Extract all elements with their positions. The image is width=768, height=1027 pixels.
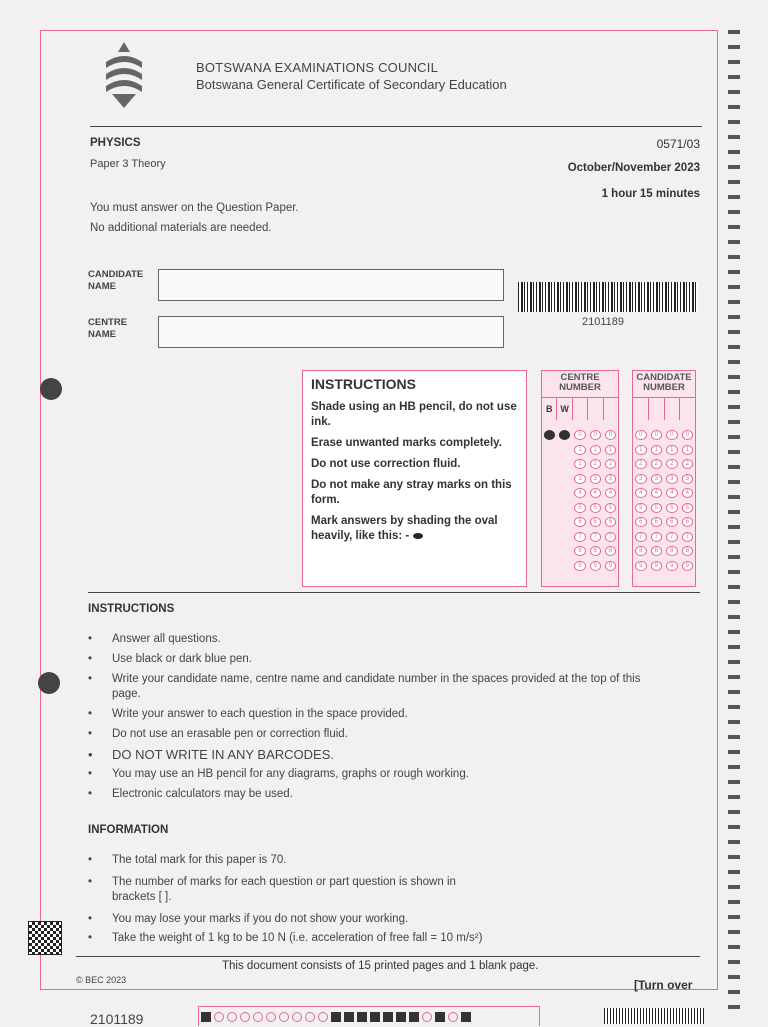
candidate-number-entry-row bbox=[633, 397, 695, 420]
shaded-oval-icon bbox=[413, 533, 423, 539]
bec-logo-icon bbox=[100, 40, 148, 110]
digit-oval[interactable]: 8 bbox=[590, 546, 601, 556]
centre-number-entry-row bbox=[542, 397, 618, 420]
section-rule bbox=[88, 592, 700, 593]
digit-oval[interactable]: 5 bbox=[651, 503, 663, 513]
timing-mark bbox=[728, 210, 740, 214]
digit-oval[interactable]: 5 bbox=[590, 503, 601, 513]
digit-oval[interactable]: 3 bbox=[666, 474, 678, 484]
timing-mark bbox=[728, 195, 740, 199]
digit-oval[interactable]: 8 bbox=[574, 546, 585, 556]
timing-mark bbox=[728, 1005, 740, 1009]
timing-mark bbox=[728, 330, 740, 334]
duration: 1 hour 15 minutes bbox=[601, 188, 700, 200]
instruction-item: • You may use an HB pencil for any diagrams, graphs or rough working. bbox=[88, 767, 678, 782]
information-item: • You may lose your marks if you do not show your working. bbox=[88, 912, 678, 927]
digit-oval[interactable]: 0 bbox=[544, 430, 555, 440]
shading-instruction-example bbox=[311, 514, 518, 544]
digit-row bbox=[542, 515, 618, 530]
digit-oval[interactable]: 0 bbox=[605, 430, 616, 440]
candidate-number-label: CANDIDATE NUMBER bbox=[636, 372, 692, 393]
digit-row bbox=[542, 443, 618, 458]
timing-mark bbox=[728, 570, 740, 574]
digit-oval[interactable]: 6 bbox=[635, 517, 647, 527]
digit-oval[interactable]: 9 bbox=[682, 561, 694, 571]
timing-mark bbox=[728, 480, 740, 484]
paper-code: 0571/03 bbox=[656, 137, 700, 151]
timing-mark bbox=[728, 840, 740, 844]
digit-oval[interactable]: 9 bbox=[574, 561, 585, 571]
digit-oval[interactable]: 7 bbox=[605, 532, 616, 542]
timing-mark bbox=[728, 450, 740, 454]
candidate-digit-box[interactable] bbox=[649, 398, 665, 420]
timing-mark bbox=[728, 825, 740, 829]
timing-mark bbox=[728, 555, 740, 559]
strip-mark bbox=[266, 1012, 276, 1022]
digit-oval[interactable]: 0 bbox=[682, 430, 694, 440]
timing-mark bbox=[728, 540, 740, 544]
information-item: • The total mark for this paper is 70. bbox=[88, 853, 678, 868]
digit-oval[interactable]: 7 bbox=[635, 532, 647, 542]
timing-mark bbox=[728, 855, 740, 859]
digit-row bbox=[542, 472, 618, 487]
information-item: • Take the weight of 1 kg to be 10 N (i.e. acceleration of free fall = 10 m/s²) bbox=[88, 931, 678, 946]
timing-mark bbox=[728, 105, 740, 109]
digit-row bbox=[542, 544, 618, 559]
digit-row bbox=[542, 486, 618, 501]
digit-oval[interactable]: 9 bbox=[635, 561, 647, 571]
timing-mark bbox=[728, 45, 740, 49]
digit-oval[interactable]: 2 bbox=[635, 459, 647, 469]
information-list bbox=[88, 853, 678, 946]
timing-mark bbox=[728, 375, 740, 379]
bottom-mark-strip bbox=[198, 1006, 540, 1026]
digit-row bbox=[633, 515, 695, 530]
timing-mark bbox=[728, 750, 740, 754]
intro-line: You must answer on the Question Paper. bbox=[90, 202, 299, 214]
shading-instructions-title: INSTRUCTIONS bbox=[311, 376, 416, 392]
candidate-name-field[interactable] bbox=[158, 269, 504, 301]
centre-number-grid bbox=[541, 370, 619, 587]
digit-oval[interactable]: 9 bbox=[590, 561, 601, 571]
digit-oval[interactable]: 0 bbox=[559, 430, 570, 440]
digit-oval[interactable]: 7 bbox=[651, 532, 663, 542]
digit-oval[interactable]: 0 bbox=[666, 430, 678, 440]
digit-oval[interactable]: 5 bbox=[666, 503, 678, 513]
header-rule bbox=[90, 126, 702, 127]
timing-mark bbox=[728, 240, 740, 244]
timing-mark bbox=[728, 600, 740, 604]
strip-mark bbox=[292, 1012, 302, 1022]
digit-oval[interactable]: 3 bbox=[590, 474, 601, 484]
digit-oval[interactable]: 8 bbox=[605, 546, 616, 556]
timing-mark bbox=[728, 990, 740, 994]
strip-mark bbox=[214, 1012, 224, 1022]
timing-mark bbox=[728, 900, 740, 904]
strip-mark bbox=[448, 1012, 458, 1022]
digit-row bbox=[542, 428, 618, 443]
centre-digit-box[interactable] bbox=[604, 398, 618, 420]
digit-oval[interactable]: 0 bbox=[574, 430, 585, 440]
timing-mark bbox=[728, 345, 740, 349]
digit-oval[interactable]: 1 bbox=[635, 445, 647, 455]
timing-mark bbox=[728, 300, 740, 304]
instructions-title: INSTRUCTIONS bbox=[88, 603, 175, 615]
strip-mark bbox=[422, 1012, 432, 1022]
digit-oval[interactable]: 8 bbox=[651, 546, 663, 556]
timing-mark bbox=[728, 150, 740, 154]
digit-oval[interactable]: 5 bbox=[635, 503, 647, 513]
timing-mark bbox=[728, 645, 740, 649]
digit-oval[interactable]: 6 bbox=[590, 517, 601, 527]
timing-mark bbox=[728, 495, 740, 499]
strip-mark bbox=[227, 1012, 237, 1022]
digit-row bbox=[633, 457, 695, 472]
digit-oval[interactable]: 3 bbox=[651, 474, 663, 484]
digit-row bbox=[633, 428, 695, 443]
org-name: BOTSWANA EXAMINATIONS COUNCIL bbox=[196, 60, 438, 75]
digit-oval[interactable]: 4 bbox=[574, 488, 585, 498]
strip-mark bbox=[435, 1012, 445, 1022]
instruction-item: • Do not use an erasable pen or correction fluid. bbox=[88, 727, 678, 742]
digit-oval[interactable]: 4 bbox=[605, 488, 616, 498]
strip-mark bbox=[409, 1012, 419, 1022]
timing-mark bbox=[728, 810, 740, 814]
digit-row bbox=[633, 530, 695, 545]
digit-row bbox=[542, 530, 618, 545]
digit-oval[interactable]: 0 bbox=[635, 430, 647, 440]
digit-oval[interactable]: 4 bbox=[651, 488, 663, 498]
timing-mark bbox=[728, 660, 740, 664]
shading-instruction: Do not use correction fluid. bbox=[311, 458, 461, 470]
digit-oval[interactable]: 1 bbox=[590, 445, 601, 455]
digit-oval[interactable]: 2 bbox=[651, 459, 663, 469]
instruction-item: • Write your candidate name, centre name and candidate number in the spaces provided at the top of this page. bbox=[88, 672, 672, 702]
timing-mark bbox=[728, 765, 740, 769]
timing-mark bbox=[728, 915, 740, 919]
digit-oval[interactable]: 6 bbox=[682, 517, 694, 527]
footer-rule bbox=[76, 956, 700, 957]
digit-oval[interactable]: 2 bbox=[590, 459, 601, 469]
centre-digit-box[interactable] bbox=[588, 398, 603, 420]
centre-name-field[interactable] bbox=[158, 316, 504, 348]
punch-hole bbox=[40, 378, 62, 400]
shading-instructions-box bbox=[302, 370, 527, 587]
timing-mark bbox=[728, 435, 740, 439]
timing-mark bbox=[728, 975, 740, 979]
timing-mark bbox=[728, 405, 740, 409]
digit-oval[interactable]: 7 bbox=[590, 532, 601, 542]
digit-row bbox=[633, 486, 695, 501]
strip-mark bbox=[201, 1012, 211, 1022]
strip-mark bbox=[305, 1012, 315, 1022]
timing-mark bbox=[728, 675, 740, 679]
timing-mark bbox=[728, 585, 740, 589]
shading-instruction: Do not make any stray marks on this form. bbox=[311, 479, 512, 506]
digit-oval[interactable]: 8 bbox=[682, 546, 694, 556]
digit-oval[interactable]: 3 bbox=[682, 474, 694, 484]
timing-mark bbox=[728, 180, 740, 184]
digit-oval[interactable]: 4 bbox=[590, 488, 601, 498]
digit-row bbox=[633, 501, 695, 516]
strip-mark bbox=[331, 1012, 341, 1022]
timing-mark bbox=[728, 165, 740, 169]
digit-oval[interactable]: 1 bbox=[574, 445, 585, 455]
digit-oval[interactable]: 2 bbox=[605, 459, 616, 469]
bottom-number: 2101189 bbox=[90, 1011, 144, 1027]
digit-oval[interactable]: 1 bbox=[605, 445, 616, 455]
strip-mark bbox=[253, 1012, 263, 1022]
exam-session: October/November 2023 bbox=[567, 162, 700, 174]
pages-note: This document consists of 15 printed pages and 1 blank page. bbox=[222, 960, 539, 972]
digit-oval[interactable]: 9 bbox=[666, 561, 678, 571]
instruction-item: • DO NOT WRITE IN ANY BARCODES. bbox=[88, 747, 678, 762]
digit-oval[interactable]: 2 bbox=[574, 459, 585, 469]
centre-number-label: CENTRE NUMBER bbox=[559, 372, 601, 393]
timing-mark bbox=[728, 270, 740, 274]
instruction-item: • Use black or dark blue pen. bbox=[88, 652, 678, 667]
punch-hole bbox=[38, 672, 60, 694]
digit-oval[interactable]: 4 bbox=[666, 488, 678, 498]
timing-mark bbox=[728, 510, 740, 514]
timing-mark bbox=[728, 630, 740, 634]
digit-oval[interactable]: 3 bbox=[635, 474, 647, 484]
digit-oval[interactable]: 6 bbox=[666, 517, 678, 527]
candidate-digit-box[interactable] bbox=[680, 398, 695, 420]
qr-code-icon bbox=[28, 921, 62, 955]
digit-oval[interactable]: 8 bbox=[666, 546, 678, 556]
barcode bbox=[518, 282, 698, 312]
candidate-number-grid bbox=[632, 370, 696, 587]
timing-mark bbox=[728, 870, 740, 874]
digit-oval[interactable]: 9 bbox=[605, 561, 616, 571]
candidate-digit-box[interactable] bbox=[633, 398, 649, 420]
timing-mark bbox=[728, 615, 740, 619]
instructions-list bbox=[88, 632, 678, 807]
candidate-digit-box[interactable] bbox=[665, 398, 681, 420]
subject: PHYSICS bbox=[90, 137, 141, 149]
copyright: © BEC 2023 bbox=[76, 975, 127, 985]
digit-row bbox=[542, 501, 618, 516]
digit-oval[interactable]: 1 bbox=[666, 445, 678, 455]
digit-row bbox=[633, 443, 695, 458]
timing-mark bbox=[728, 720, 740, 724]
timing-mark bbox=[728, 690, 740, 694]
digit-row bbox=[633, 544, 695, 559]
timing-mark bbox=[728, 525, 740, 529]
timing-mark bbox=[728, 960, 740, 964]
digit-oval[interactable]: 3 bbox=[605, 474, 616, 484]
turn-over: [Turn over bbox=[634, 978, 693, 992]
timing-mark bbox=[728, 735, 740, 739]
shading-instruction: Mark answers by shading the oval heavily, like this: - bbox=[311, 515, 498, 542]
digit-row bbox=[542, 559, 618, 574]
centre-prefix-w: W bbox=[557, 398, 572, 420]
shading-instruction: Erase unwanted marks completely. bbox=[311, 437, 502, 449]
information-item: • The number of marks for each question or part question is shown in brackets [ ]. bbox=[88, 875, 492, 905]
digit-oval[interactable]: 5 bbox=[605, 503, 616, 513]
timing-mark bbox=[728, 75, 740, 79]
timing-mark bbox=[728, 90, 740, 94]
digit-row bbox=[633, 472, 695, 487]
digit-oval[interactable]: 0 bbox=[590, 430, 601, 440]
timing-mark bbox=[728, 945, 740, 949]
digit-row bbox=[633, 559, 695, 574]
digit-oval[interactable]: 1 bbox=[682, 445, 694, 455]
barcode-number: 2101189 bbox=[582, 316, 625, 328]
instruction-item: • Answer all questions. bbox=[88, 632, 678, 647]
timing-mark bbox=[728, 135, 740, 139]
strip-mark bbox=[396, 1012, 406, 1022]
strip-mark bbox=[370, 1012, 380, 1022]
timing-mark bbox=[728, 795, 740, 799]
digit-oval[interactable]: 4 bbox=[635, 488, 647, 498]
instruction-item: • Electronic calculators may be used. bbox=[88, 787, 678, 802]
strip-mark bbox=[461, 1012, 471, 1022]
digit-oval[interactable]: 0 bbox=[651, 430, 663, 440]
digit-oval[interactable]: 8 bbox=[635, 546, 647, 556]
strip-mark bbox=[279, 1012, 289, 1022]
timing-mark bbox=[728, 930, 740, 934]
digit-oval[interactable]: 2 bbox=[682, 459, 694, 469]
intro-line: No additional materials are needed. bbox=[90, 222, 272, 234]
digit-oval[interactable]: 6 bbox=[574, 517, 585, 527]
strip-mark bbox=[383, 1012, 393, 1022]
centre-digit-box[interactable] bbox=[573, 398, 588, 420]
candidate-number-ovals[interactable] bbox=[633, 428, 695, 573]
timing-marks bbox=[728, 30, 742, 1020]
timing-mark bbox=[728, 60, 740, 64]
digit-row bbox=[542, 457, 618, 472]
instruction-item: • Write your answer to each question in the space provided. bbox=[88, 707, 678, 722]
digit-oval[interactable]: 4 bbox=[682, 488, 694, 498]
bottom-barcode bbox=[604, 1008, 704, 1024]
strip-mark bbox=[318, 1012, 328, 1022]
digit-oval[interactable]: 1 bbox=[651, 445, 663, 455]
digit-oval[interactable]: 7 bbox=[666, 532, 678, 542]
centre-name-label: CENTRE NAME bbox=[88, 317, 128, 340]
timing-mark bbox=[728, 885, 740, 889]
timing-mark bbox=[728, 315, 740, 319]
information-title: INFORMATION bbox=[88, 824, 169, 836]
candidate-name-label: CANDIDATE NAME bbox=[88, 269, 144, 292]
timing-mark bbox=[728, 465, 740, 469]
timing-mark bbox=[728, 255, 740, 259]
digit-oval[interactable]: 7 bbox=[682, 532, 694, 542]
digit-oval[interactable]: 5 bbox=[574, 503, 585, 513]
timing-mark bbox=[728, 120, 740, 124]
timing-mark bbox=[728, 780, 740, 784]
centre-prefix-b: B bbox=[542, 398, 557, 420]
timing-mark bbox=[728, 420, 740, 424]
timing-mark bbox=[728, 360, 740, 364]
digit-oval[interactable]: 6 bbox=[651, 517, 663, 527]
strip-mark bbox=[357, 1012, 367, 1022]
timing-mark bbox=[728, 225, 740, 229]
timing-mark bbox=[728, 285, 740, 289]
digit-oval[interactable]: 2 bbox=[666, 459, 678, 469]
timing-mark bbox=[728, 705, 740, 709]
timing-mark bbox=[728, 390, 740, 394]
centre-number-ovals[interactable] bbox=[542, 428, 618, 573]
digit-oval[interactable]: 7 bbox=[574, 532, 585, 542]
digit-oval[interactable]: 5 bbox=[682, 503, 694, 513]
strip-mark bbox=[344, 1012, 354, 1022]
digit-oval[interactable]: 3 bbox=[574, 474, 585, 484]
digit-oval[interactable]: 9 bbox=[651, 561, 663, 571]
strip-mark bbox=[240, 1012, 250, 1022]
shading-instruction: Shade using an HB pencil, do not use ink. bbox=[311, 401, 517, 428]
timing-mark bbox=[728, 30, 740, 34]
qualification-title: Botswana General Certificate of Secondary Education bbox=[196, 77, 507, 92]
digit-oval[interactable]: 6 bbox=[605, 517, 616, 527]
paper-name: Paper 3 Theory bbox=[90, 158, 166, 170]
